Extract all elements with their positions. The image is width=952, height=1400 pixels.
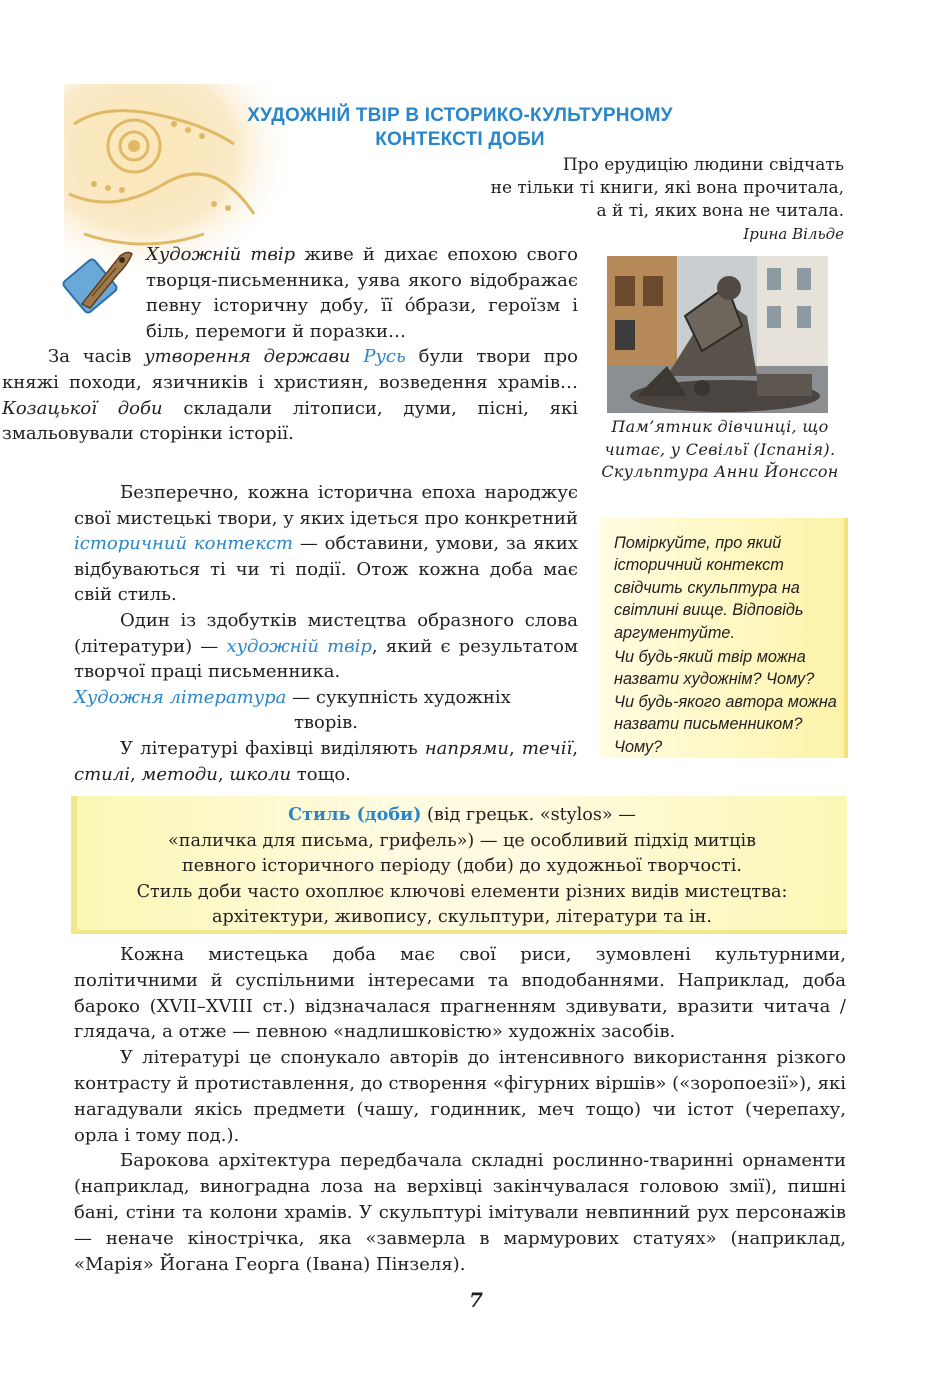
term-cossack-era: Козацької доби [2,397,163,419]
definition-line-2: «паличка для письма, грифель») — це особливий підхід митців [167,830,757,851]
body-paragraph: Барокова архітектура передбачала складні рослинно-тваринні орнаменти (наприклад, виноградна лоза на верхівці закінчувалася головою змії), пишні бані, стіни та колони храмів. У скульптурі імітували невпинний рух персонажів — неначе кінострічка, яка «завмерла в мармурових статуях» (наприклад, «Марія» Йогана Георга (Івана) Пінзеля). [74,1150,846,1275]
question-2: Чи будь-який твір можна назвати художнім? Чому? [614,648,815,689]
definition-literature-cont: творів. [293,712,359,734]
question-3: Чи будь-якого автора можна назвати письменником? Чому? [614,693,837,756]
body-text [74,942,846,1277]
term-rus: Русь [363,346,406,368]
term-style: Стиль (доби) [288,804,422,825]
paragraph-rus: За часів утворення держави Русь були твори про княжі походи, язичників і християн, возведення храмів… Козацької доби складали літописи, думи, пісні, які змальовували сторінки історії. [2,346,578,445]
definition-line-3: певного історичного періоду (доби) до художньої творчості. [182,856,742,877]
epigraph-line: Про ерудицію людини свідчать [562,155,844,175]
epigraph [404,154,844,245]
page-number: 7 [469,1288,483,1312]
definition-line-1: Стиль (доби) (від грецьк. «stylos» — [288,804,636,825]
paragraph-directions: У літературі фахівці виділяють напрями, течії, стилі, методи, школи тощо. [74,737,578,785]
epigraph-line: а й ті, яких вона не читала. [596,201,844,221]
intro-term: Художній твір [146,244,296,265]
title-line-2: КОНТЕКСТІ ДОБИ [375,129,545,150]
definition-line-5: архітектури, живопису, скульптури, літератури та ін. [211,907,713,928]
term-artwork: художній твір [226,635,372,657]
text-column-2 [74,480,578,787]
body-paragraph: У літературі це спонукало авторів до інтенсивного використання різкого контрасту й протиставлення, до створення «фігурних віршів» («зоропоезії»), які нагадували якісь предмети (чашу, годинник, меч тощо) чи істот (черепаху, орла і тому под.). [74,1047,846,1146]
questions-box [600,518,848,758]
photo-caption: Пам’ятник дівчинці, що читає, у Севільї (Іспанія). Скульптура Анни Йонссон [601,417,839,481]
text-column [2,242,578,447]
term-historical-context: історичний контекст [74,533,293,555]
sculpture-image [607,256,828,413]
paragraph-epoch: Безперечно, кожна історична епоха народжує свої мистецькі твори, у яких ідеться про конкретний історичний контекст — обставини, умови, за яких відбуваються ті чи ті події. Отож кожна доба має свій стиль. [74,482,579,606]
chapter-title [150,104,770,152]
question-1: Поміркуйте, про який історичний контекст свідчить скульптура на світлині вище. Відповідь аргументуйте. [614,534,804,642]
epigraph-line: не тільки ті книги, які вона прочитала, [490,178,844,198]
definition-line-4: Стиль доби часто охоплює ключові елементи різних видів мистецтва: [136,881,788,902]
epigraph-author: Ірина Вільде [743,225,844,243]
body-paragraph: Кожна мистецька доба має свої риси, зумовлені культурними, політичними й суспільними інтересами та вподобаннями. Наприклад, доба бароко (XVII–XVIII ст.) відзначалася прагненням здивувати, вразити читача / глядача, а отже — певною «надлишковістю» художніх засобів. [74,944,846,1043]
intro-paragraph: Художній твір живе й дихає епохою свого творця-письменника, уява якого відображає певну історичну добу, її о́брази, героїзм і біль, перемоги й поразки… [146,244,578,342]
term-fiction: Художня література [74,686,287,708]
paragraph-achievement: Один із здобутків мистецтва образного слова (літератури) — художній твір, який є результатом творчої праці письменника. [74,609,578,683]
style-definition-box [71,796,847,934]
title-line-1: ХУДОЖНІЙ ТВІР В ІСТОРИКО-КУЛЬТУРНОМУ [247,105,673,126]
sculpture-photo [607,256,828,413]
definition-literature: Художня література — сукупність художніх [74,686,511,708]
term-state-formation: утворення держави [144,346,351,368]
